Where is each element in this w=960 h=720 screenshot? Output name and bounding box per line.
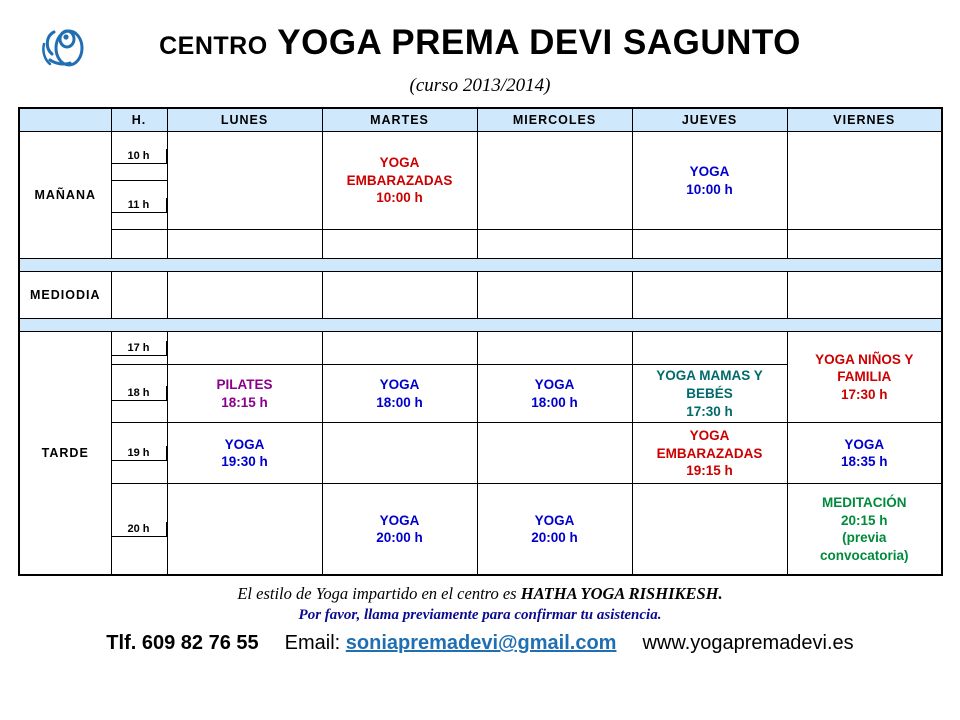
event-line: YOGA <box>379 376 420 392</box>
event-line: YOGA <box>534 512 575 528</box>
event-line: YOGA <box>379 154 420 170</box>
period-label-manana: MAÑANA <box>19 132 111 259</box>
event-line: 19:30 h <box>221 454 268 470</box>
email-group <box>285 632 617 655</box>
cell-lunes-manana <box>167 132 322 230</box>
event-line: 17:30 h <box>840 387 888 403</box>
schedule-table-wrap <box>18 107 942 576</box>
cell-empty <box>787 230 942 259</box>
cell-lunes-1815 <box>167 365 322 423</box>
cell-viernes-1730 <box>787 332 942 423</box>
title-main: YOGA PREMA DEVI SAGUNTO <box>277 22 801 62</box>
cell-jueves-20h <box>632 484 787 576</box>
event-line: 18:00 h <box>376 394 423 410</box>
hour-cell-10h <box>111 132 167 181</box>
footer-style-line <box>0 584 960 604</box>
row-mediodia <box>19 272 942 319</box>
cell-viernes-manana <box>787 132 942 230</box>
event-line: 20:15 h <box>840 512 888 528</box>
hour-label-17h: 17 h <box>112 341 167 356</box>
event-line: 17:30 h <box>686 403 733 419</box>
event-line: PILATES <box>216 376 273 392</box>
column-header-martes: MARTES <box>322 108 477 132</box>
event-line: 18:35 h <box>840 454 888 470</box>
cell-jueves-manana <box>632 132 787 230</box>
header-corner <box>19 108 111 132</box>
row-manana-10h <box>19 132 942 181</box>
hour-cell-17h <box>111 332 167 365</box>
cell-miercoles-manana <box>477 132 632 230</box>
cell-empty <box>111 272 167 319</box>
event-line: 18:00 h <box>531 394 578 410</box>
event-line: MEDITACIÓN <box>822 494 907 510</box>
event-line: 18:15 h <box>221 394 268 410</box>
hour-cell-11h <box>111 181 167 230</box>
cell-martes-1800 <box>322 365 477 423</box>
cell-miercoles-19h <box>477 423 632 484</box>
row-manana-spacer <box>19 230 942 259</box>
hour-label-18h: 18 h <box>112 386 167 401</box>
hour-cell-empty <box>111 230 167 259</box>
cell-empty <box>477 230 632 259</box>
schedule-table <box>18 107 943 576</box>
subtitle: (curso 2013/2014) <box>409 75 551 96</box>
band-row-bottom <box>19 319 942 332</box>
period-label-mediodia: MEDIODIA <box>19 272 111 319</box>
website-text: www.yogapremadevi.es <box>642 632 854 655</box>
hour-cell-20h <box>111 484 167 576</box>
event-line: 20:00 h <box>376 530 423 546</box>
cell-empty <box>787 272 942 319</box>
cell-martes-19h <box>322 423 477 484</box>
event-line: 10:00 h <box>376 190 423 206</box>
cell-viernes-1835 <box>787 423 942 484</box>
cell-jueves-1730 <box>632 365 787 423</box>
cell-empty <box>322 230 477 259</box>
cell-lunes-1930 <box>167 423 322 484</box>
period-label-tarde: TARDE <box>19 332 111 576</box>
cell-miercoles-2000 <box>477 484 632 576</box>
table-header-row <box>19 108 942 132</box>
separator-band <box>19 319 942 332</box>
email-label: Email: <box>284 632 341 655</box>
row-tarde-20h <box>19 484 942 576</box>
cell-martes-manana <box>322 132 477 230</box>
cell-lunes-20h <box>167 484 322 576</box>
event-line: 10:00 h <box>686 181 733 197</box>
event-line: 19:15 h <box>686 463 733 479</box>
event-line: 20:00 h <box>531 530 578 546</box>
event-line: BEBÉS <box>686 385 733 401</box>
event-line: FAMILIA <box>837 369 892 385</box>
column-header-jueves: JUEVES <box>632 108 787 132</box>
title-prefix: CENTRO <box>159 31 268 60</box>
footer-contact <box>0 632 960 655</box>
cell-empty <box>167 230 322 259</box>
cell-empty <box>322 272 477 319</box>
cell-empty <box>477 272 632 319</box>
footer-style-bold: HATHA YOGA RISHIKESH. <box>520 584 723 604</box>
cell-jueves-1915 <box>632 423 787 484</box>
hour-label-11h: 11 h <box>112 198 167 213</box>
event-line: YOGA MAMAS Y <box>656 368 763 383</box>
separator-band <box>19 259 942 272</box>
hour-label-10h: 10 h <box>112 149 167 164</box>
cell-viernes-2015 <box>787 484 942 576</box>
event-line: (previa <box>842 530 887 546</box>
spiral-logo-icon <box>36 14 98 76</box>
hour-label-19h: 19 h <box>112 446 167 461</box>
hour-label-20h: 20 h <box>112 522 167 537</box>
cell-jueves-17h <box>632 332 787 365</box>
footer <box>0 584 960 655</box>
column-header-hour: H. <box>111 108 167 132</box>
row-tarde-19h <box>19 423 942 484</box>
event-line: YOGA <box>379 512 420 528</box>
footer-style-prefix: El estilo de Yoga impartido en el centro es <box>237 584 521 604</box>
column-header-lunes: LUNES <box>167 108 322 132</box>
cell-empty <box>632 272 787 319</box>
email-link[interactable]: soniapremadevi@gmail.com <box>345 632 617 655</box>
column-header-viernes: VIERNES <box>787 108 942 132</box>
cell-lunes-17h <box>167 332 322 365</box>
column-header-miercoles: MIERCOLES <box>477 108 632 132</box>
row-tarde-17h <box>19 332 942 365</box>
cell-martes-2000 <box>322 484 477 576</box>
event-line: YOGA <box>689 163 730 179</box>
event-line: EMBARAZADAS <box>656 445 763 461</box>
cell-empty <box>632 230 787 259</box>
band-row-top <box>19 259 942 272</box>
event-line: YOGA <box>224 436 265 452</box>
cell-martes-17h <box>322 332 477 365</box>
phone-number: Tlf. 609 82 76 55 <box>106 632 259 655</box>
event-line: convocatoria) <box>819 548 909 564</box>
event-line: EMBARAZADAS <box>346 172 453 188</box>
hour-cell-19h <box>111 423 167 484</box>
footer-notice: Por favor, llama previamente para confirmar tu asistencia. <box>298 607 662 624</box>
event-line: YOGA <box>534 376 575 392</box>
event-line: YOGA NIÑOS Y <box>815 351 914 367</box>
cell-miercoles-17h <box>477 332 632 365</box>
hour-cell-18h <box>111 365 167 423</box>
event-line: YOGA <box>689 427 730 443</box>
cell-empty <box>167 272 322 319</box>
page-title <box>0 22 960 62</box>
event-line: YOGA <box>844 436 885 452</box>
cell-miercoles-1800 <box>477 365 632 423</box>
header <box>0 0 960 70</box>
